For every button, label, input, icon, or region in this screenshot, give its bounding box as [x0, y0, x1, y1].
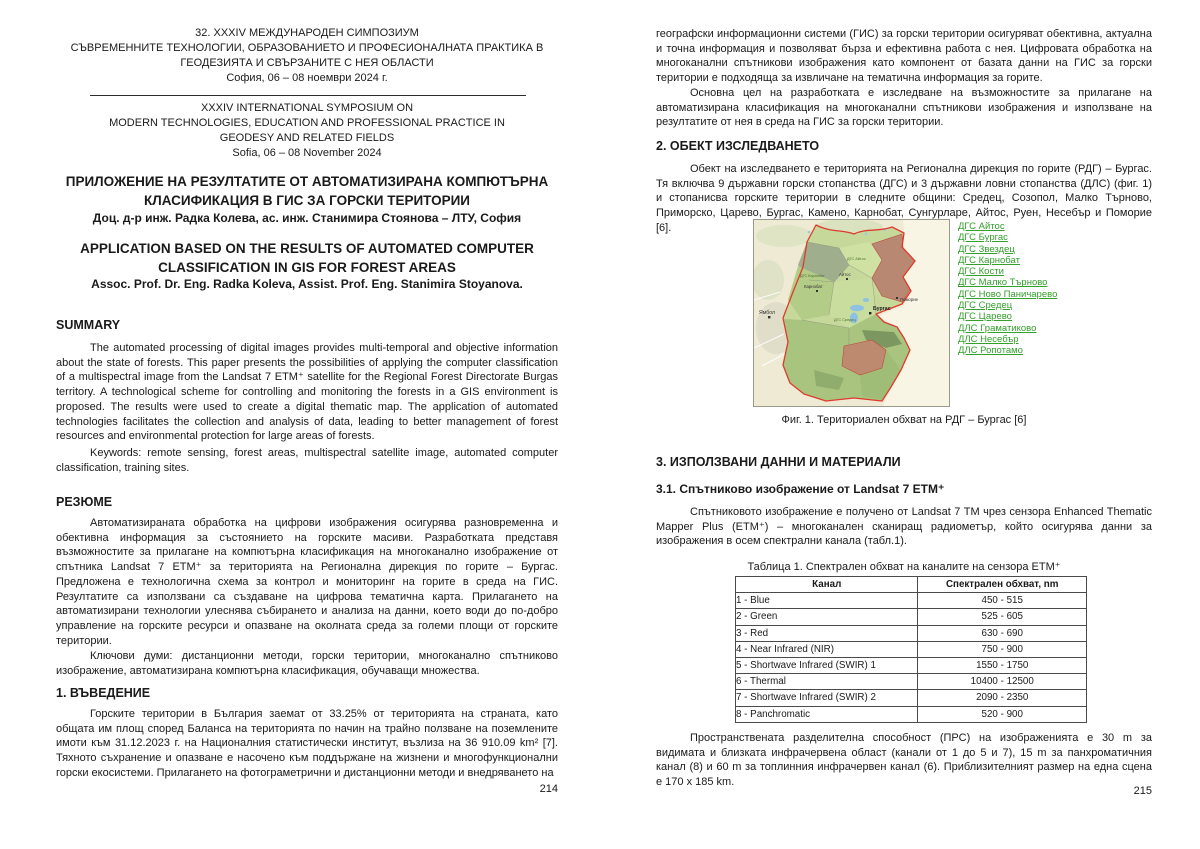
map-region-label: ДГС Средец	[834, 318, 856, 322]
table-header-row	[736, 577, 1087, 593]
header-bg-line: 32. XXXIV МЕЖДУНАРОДЕН СИМПОЗИУМ	[195, 27, 419, 39]
header-bg-line: ГЕОДЕЗИЯТА И СВЪРЗАНИТЕ С НЕЯ ОБЛАСТИ	[180, 57, 434, 69]
cell-channel: 7 - Shortwave Infrared (SWIR) 2	[736, 690, 918, 706]
section1-heading: 1. ВЪВЕДЕНИЕ	[56, 686, 151, 700]
header-bg-line: София, 06 – 08 ноември 2024 г.	[226, 72, 388, 84]
table-row	[736, 593, 1087, 609]
legend-link[interactable]: ДГС Ново Паничарево	[958, 288, 1058, 300]
cell-range: 630 - 690	[918, 625, 1087, 641]
section31-heading: 3.1. Спътниково изображение от Landsat 7 ETM⁺	[656, 482, 945, 496]
legend-link[interactable]: ДГС Звездец	[958, 243, 1015, 255]
cell-channel: 6 - Thermal	[736, 674, 918, 690]
summary-heading: SUMMARY	[56, 318, 121, 332]
continuation-text: географски информационни системи (ГИС) за горски територии осигуряват обективна, актуална и точна информация и позволяват бърза и ефективна работа с нея. Цифровата обработка на многоканални спътникови изображения като компонент от базата данни на ГИС за горски територии е подходяща за извличане на тематична информация за горите.	[656, 28, 1152, 85]
map-city-label: Бургас	[873, 306, 891, 312]
introduction-text: Горските територии в България заемат от 33.25% от територията на страната, като общата им площ според Баланса на територията по начин на трайно ползване на поземлените имоти към 31.12.2023 г. на Националния статистически институт, възлиза на 36 910.09 km² [7]. Тяхното съхранение и опазване е насочено към поддържане на жизнени и многофункционални горски екосистеми. Прилагането на фотограметрични и дистанционни методи и внедряването на	[56, 708, 558, 779]
legend-link[interactable]: ДГС Карнобат	[958, 254, 1020, 266]
burgas-region-map	[753, 219, 950, 407]
symposium-header-bg	[56, 26, 558, 86]
table-row	[736, 641, 1087, 657]
cell-channel: 2 - Green	[736, 609, 918, 625]
map-city-label: Айтос	[839, 272, 851, 277]
table-row	[736, 657, 1087, 673]
table-header-channel: Канал	[736, 577, 918, 593]
cell-channel: 3 - Red	[736, 625, 918, 641]
figure-caption: Фиг. 1. Териториален обхват на РДГ – Бургас [6]	[781, 414, 1027, 426]
legend-link[interactable]: ДГС Кости	[958, 266, 1004, 278]
cell-channel: 1 - Blue	[736, 593, 918, 609]
authors-bg: Доц. д-р инж. Радка Колева, ас. инж. Станимира Стоянова – ЛТУ, София	[92, 211, 522, 225]
legend-link[interactable]: ДГС Малко Търново	[958, 277, 1048, 289]
table-row	[736, 690, 1087, 706]
cell-range: 1550 - 1750	[918, 657, 1087, 673]
paper-title-en: APPLICATION BASED ON THE RESULTS OF AUTOMATED COMPUTER CLASSIFICATION IN GIS FOR FOREST AREAS	[80, 241, 534, 275]
table-row	[736, 625, 1087, 641]
legend-link[interactable]: ДГС Айтос	[958, 221, 1005, 232]
legend-link[interactable]: ДЛС Ропотамо	[958, 345, 1023, 357]
section2-heading: 2. ОБЕКТ ИЗСЛЕДВАНЕТО	[656, 139, 820, 153]
resolution-text: Пространствената разделителна способност (ПРС) на изображенията е 30 m за видимата и близката инфрачервена област (канали от 1 до 5 и 7), 15 m за панхроматичния канал (8) и 60 m за топлинния инфрачервен канал (6). Приблизителният размер на една сцена е 170 x 185 km.	[656, 732, 1152, 789]
header-divider	[90, 95, 526, 96]
page-number-left: 214	[539, 783, 558, 795]
resume-text: Автоматизираната обработка на цифрови изображения осигурява разновременна и обективна информация за състоянието на горските масиви. Разработката представя възможностите за прилагане на компютърна класификация на многоканално изображение от спътника Landsat 7 ETM⁺ за територията на Регионална дирекция по горите – Бургас. Предложена е технологична схема за контрол и мониторинг на горите в среда на ГИС. Резултатите са използвани са създаване на цифрова тематична карта. Прилагането на автоматизирани технологии улеснява събирането и анализа на данни, което води до по-добро управление на горските ресурси и опазване на околната среда за големи площи от горските територии.	[56, 517, 558, 647]
map-city-label: Поморие	[900, 297, 919, 302]
legend-link[interactable]: ДЛС Несебър	[958, 333, 1019, 345]
map-city-label: Карнобат	[804, 284, 823, 289]
cell-range: 2090 - 2350	[918, 690, 1087, 706]
symposium-header-en	[56, 101, 558, 161]
legend-link[interactable]: ДГС Средец	[958, 300, 1013, 312]
cell-range: 750 - 900	[918, 641, 1087, 657]
map-city-label: Ямбол	[759, 310, 776, 316]
cell-range: 10400 - 12500	[918, 674, 1087, 690]
legend-link[interactable]: ДГС Бургас	[958, 232, 1008, 244]
figure-legend	[958, 221, 1057, 357]
header-bg-line: СЪВРЕМЕННИТЕ ТЕХНОЛОГИИ, ОБРАЗОВАНИЕТО И ПРОФЕСИОНАЛНАТА ПРАКТИКА В	[70, 42, 544, 54]
table-header-range: Спектрален обхват, nm	[918, 577, 1087, 593]
page-number-right: 215	[1133, 785, 1152, 797]
legend-link[interactable]: ДЛС Граматиково	[958, 322, 1037, 334]
keywords-bg: Ключови думи: дистанционни методи, горски територии, многоканално спътниково изображение, автоматизирана компютърна класификация, обучаващи множества.	[56, 650, 558, 677]
table-row	[736, 706, 1087, 722]
cell-range: 520 - 900	[918, 706, 1087, 722]
study-area-text: Обект на изследването е територията на Регионална дирекция по горите (РДГ) – Бургас. Тя включва 9 държавни горски стопанства (ДГС) и 3 държавни ловни стопанства (ДЛС) (фиг. 1) и стопанисва горските територии в следните общини: Средец, Созопол, Малко Търново, Приморско, Царево, Бургас, Камено, Карнобат, Сунгурларе, Айтос, Руен, Несебър и Поморие [6].	[656, 163, 1152, 234]
header-en-line: Sofia, 06 – 08 November 2024	[232, 147, 382, 159]
cell-range: 450 - 515	[918, 593, 1087, 609]
cell-channel: 8 - Panchromatic	[736, 706, 918, 722]
map-region-label: ДГС Карнобат	[800, 274, 825, 278]
table-caption: Таблица 1. Спектрален обхват на каналите на сензора ETM⁺	[747, 561, 1061, 573]
section3-heading: 3. ИЗПОЛЗВАНИ ДАННИ И МАТЕРИАЛИ	[656, 455, 901, 469]
summary-text: The automated processing of digital images provides multi-temporal and objective information about the state of forests. This paper presents the possibilities of applying the computer classification of a multispectral image from the Landsat 7 ETM⁺ satellite for the Regional Forest Directorate Burgas territory. A technological scheme for controlling and monitoring the forests in a GIS environment is proposed. The results were used to create a digital thematic map. The application of automated technologies facilitates the collection and analysis of data, leading to better management of forest resources and environmental protection for large areas of forests.	[56, 342, 558, 443]
header-en-line: XXXIV INTERNATIONAL SYMPOSIUM ON	[200, 102, 414, 114]
legend-link[interactable]: ДГС Царево	[958, 311, 1012, 323]
spectral-bands-table	[735, 576, 1087, 723]
page-214	[56, 0, 558, 849]
goal-text: Основна цел на разработката е изследване на възможностите за прилагане на автоматизирана класификация на многоканални спътникови изображения и използване на резултатите от нея в среда на ГИС за горски територии.	[656, 87, 1152, 129]
resume-heading: РЕЗЮМЕ	[56, 495, 113, 509]
map-region-label: ДГС Айтос	[847, 257, 866, 261]
figure-map	[753, 219, 950, 407]
table-row	[736, 674, 1087, 690]
cell-channel: 5 - Shortwave Infrared (SWIR) 1	[736, 657, 918, 673]
cell-range: 525 - 605	[918, 609, 1087, 625]
cell-channel: 4 - Near Infrared (NIR)	[736, 641, 918, 657]
header-en-line: MODERN TECHNOLOGIES, EDUCATION AND PROFESSIONAL PRACTICE IN	[109, 117, 505, 129]
keywords-en: Keywords: remote sensing, forest areas, multispectral satellite image, automated computer classification, training sites.	[56, 447, 558, 474]
paper-title-bg: ПРИЛОЖЕНИЕ НА РЕЗУЛТАТИТЕ ОТ АВТОМАТИЗИРАНА КОМПЮТЪРНА КЛАСИФИКАЦИЯ В ГИС ЗА ГОРСКИ ТЕРИТОРИИ	[65, 174, 549, 208]
header-en-line: GEODESY AND RELATED FIELDS	[219, 132, 395, 144]
satellite-text: Спътниковото изображение е получено от Landsat 7 TM чрез сензора Enhanced Thematic Mapper Plus (ETM⁺) – многоканален сканиращ радиометър, който осигурява данни за изображения в осем спектрални канала (табл.1).	[656, 506, 1152, 548]
page-215	[656, 0, 1152, 849]
authors-en: Assoc. Prof. Dr. Eng. Radka Koleva, Assist. Prof. Eng. Stanimira Stoyanova.	[91, 277, 523, 291]
table-row	[736, 609, 1087, 625]
